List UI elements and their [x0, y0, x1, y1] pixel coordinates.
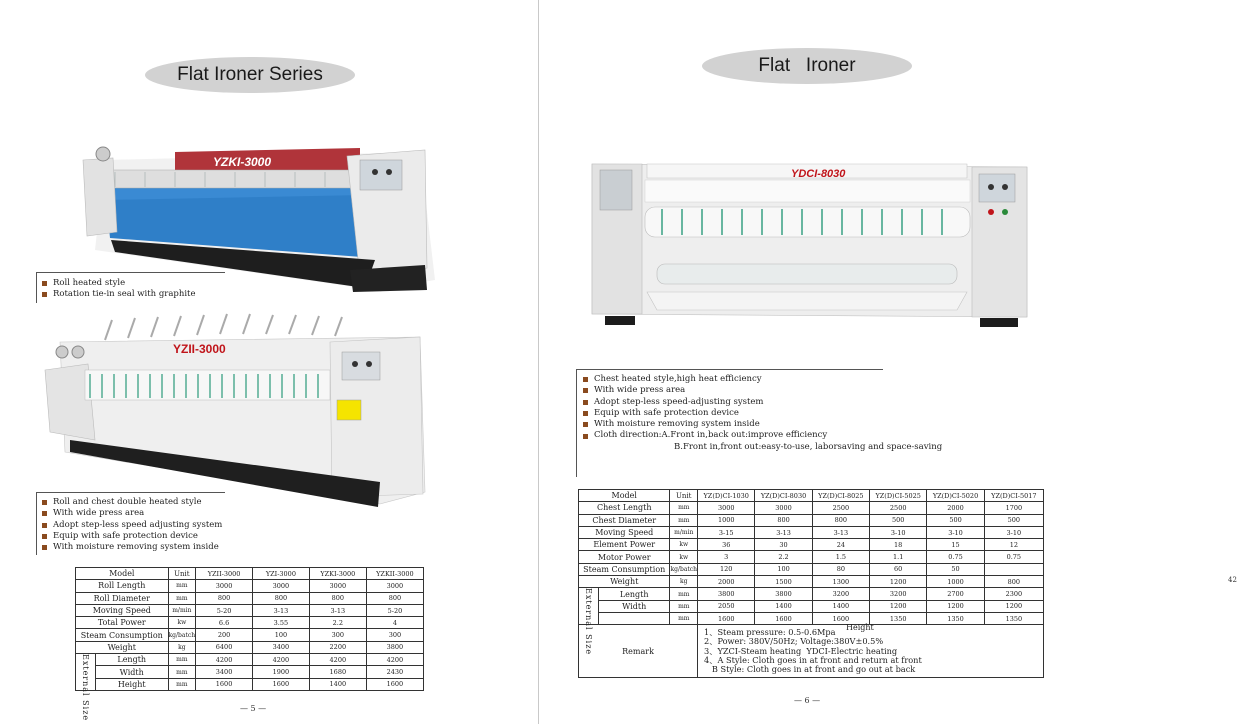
table-cell: 1300	[812, 576, 869, 588]
row-unit: mm	[670, 612, 698, 624]
table-cell: 1900	[253, 666, 310, 678]
table-cell: 500	[927, 514, 984, 526]
feature-text: Rotation tie-in seal with graphite	[53, 289, 196, 300]
row-unit: mm	[168, 592, 196, 604]
table-cell: 2000	[927, 502, 984, 514]
table-cell: 1350	[870, 612, 927, 624]
table-cell: 100	[755, 563, 812, 575]
table-cell: 1600	[698, 612, 755, 624]
table-cell: 3800	[755, 588, 812, 600]
table-row	[579, 588, 1044, 600]
table-header-cell: YZI-3000	[253, 568, 310, 580]
right-title-text: Flat Ironer	[758, 55, 856, 76]
table-header-cell: Unit	[670, 490, 698, 502]
table-row	[579, 526, 1044, 538]
row-unit: mm	[168, 678, 196, 690]
right-spec-table	[578, 489, 1044, 678]
table-row	[579, 551, 1044, 563]
table-cell: 1700	[984, 502, 1043, 514]
table-cell: 1200	[927, 600, 984, 612]
table-cell: 80	[812, 563, 869, 575]
row-label: Length	[95, 654, 168, 666]
table-cell: 30	[755, 539, 812, 551]
table-row	[76, 629, 424, 641]
table-cell: 3-13	[812, 526, 869, 538]
table-cell: 2500	[870, 502, 927, 514]
left-title-text: Flat Ironer Series	[177, 64, 323, 85]
table-row	[579, 612, 1044, 624]
row-unit: m/min	[670, 526, 698, 538]
row-label: Length	[598, 588, 670, 600]
row-unit: mm	[168, 580, 196, 592]
table-cell: 1600	[253, 678, 310, 690]
table-cell: 800	[366, 592, 423, 604]
table-header-cell: YZII-3000	[196, 568, 253, 580]
row-unit: kw	[670, 539, 698, 551]
table-cell: 15	[927, 539, 984, 551]
table-cell: 2.2	[755, 551, 812, 563]
table-row	[579, 563, 1044, 575]
table-cell: 24	[812, 539, 869, 551]
table-cell: 1400	[812, 600, 869, 612]
table-header-cell: YZ(D)CI-8025	[812, 490, 869, 502]
external-size-label: External Size	[579, 588, 599, 625]
page-number-right: — 6 —	[794, 696, 821, 705]
row-label: Steam Consumption	[579, 563, 670, 575]
row-unit: kg/batch	[168, 629, 196, 641]
row-label: Motor Power	[579, 551, 670, 563]
bullet-icon	[42, 534, 47, 539]
table-cell: 800	[253, 592, 310, 604]
table-cell: 1680	[309, 666, 366, 678]
table-cell: 0.75	[984, 551, 1043, 563]
row-label: Moving Speed	[579, 526, 670, 538]
feature-item	[42, 531, 222, 542]
table-cell: 3-13	[755, 526, 812, 538]
table-cell: 800	[984, 576, 1043, 588]
bullet-icon	[42, 281, 47, 286]
table-cell: 60	[870, 563, 927, 575]
table-cell: 3400	[196, 666, 253, 678]
feature-text: With wide press area	[53, 508, 145, 519]
table-cell: 3800	[366, 641, 423, 653]
table-cell: 800	[812, 514, 869, 526]
table-cell: 0.75	[927, 551, 984, 563]
row-label: Weight	[579, 576, 670, 588]
table-row	[76, 592, 424, 604]
row-unit: mm	[168, 654, 196, 666]
table-cell: 6.6	[196, 617, 253, 629]
outside-area	[1076, 0, 1238, 724]
table-header-cell: YZKII-3000	[366, 568, 423, 580]
table-cell: 2000	[698, 576, 755, 588]
table-row	[76, 617, 424, 629]
table-cell: 1200	[870, 600, 927, 612]
table-cell: 3000	[366, 580, 423, 592]
machine-image-ydci	[587, 152, 1032, 330]
table-cell: 1400	[309, 678, 366, 690]
table-cell: 1200	[984, 600, 1043, 612]
table-cell: 500	[984, 514, 1043, 526]
table-cell: 1600	[196, 678, 253, 690]
table-cell: 5-20	[196, 604, 253, 616]
table-row	[579, 539, 1044, 551]
remark-text	[698, 625, 1044, 678]
table-cell: 5-20	[366, 604, 423, 616]
table-cell: 2700	[927, 588, 984, 600]
table-cell: 1600	[755, 612, 812, 624]
row-label: Chest Length	[579, 502, 670, 514]
features2-list	[42, 497, 222, 553]
bullet-icon	[583, 400, 588, 405]
row-unit: mm	[168, 666, 196, 678]
table-row	[76, 641, 424, 653]
table-cell: 4200	[309, 654, 366, 666]
row-unit: m/min	[168, 604, 196, 616]
table-header-cell: Unit	[168, 568, 196, 580]
table-cell: 3000	[698, 502, 755, 514]
table-cell: 3-13	[309, 604, 366, 616]
table-cell: 120	[698, 563, 755, 575]
feature-text: Roll heated style	[53, 278, 126, 288]
feature-item	[42, 278, 195, 289]
feature-text: B.Front in,front out:easy-to-use, laborsaving and space-saving	[674, 441, 943, 452]
table-cell: 3	[698, 551, 755, 563]
bullet-icon	[42, 292, 47, 297]
bullet-icon	[583, 377, 588, 382]
row-label: Width	[95, 666, 168, 678]
left-title	[145, 57, 355, 93]
features1-list	[42, 278, 195, 301]
table-cell: 3000	[309, 580, 366, 592]
row-label: Roll Length	[76, 580, 169, 592]
row-label: Height	[95, 678, 168, 690]
feature-item	[42, 520, 222, 531]
page-number-left: — 5 —	[240, 704, 267, 713]
table-cell: 1400	[755, 600, 812, 612]
feature-text: Adopt step-less speed adjusting system	[53, 519, 223, 530]
row-label: Element Power	[579, 539, 670, 551]
table-header-cell: YZ(D)CI-5020	[927, 490, 984, 502]
table-row	[76, 604, 424, 616]
bullet-icon	[583, 422, 588, 427]
table-header-cell: Model	[579, 490, 670, 502]
bullet-icon	[583, 434, 588, 439]
feature-text: Chest heated style,high heat efficiency	[594, 374, 762, 384]
row-label: Weight	[76, 641, 169, 653]
table-cell: 18	[870, 539, 927, 551]
bullet-icon	[42, 500, 47, 505]
bullet-icon	[42, 523, 47, 528]
row-unit: kw	[168, 617, 196, 629]
table-cell: 3000	[253, 580, 310, 592]
table-header-cell: YZ(D)CI-5025	[870, 490, 927, 502]
table-cell: 1500	[755, 576, 812, 588]
table-cell	[984, 563, 1043, 575]
table-header-row	[76, 568, 424, 580]
table-cell: 3000	[755, 502, 812, 514]
feature-text: Equip with safe protection device	[53, 530, 198, 541]
table-cell: 3-10	[984, 526, 1043, 538]
feature-text: With moisture removing system inside	[53, 542, 219, 553]
table-cell: 3800	[698, 588, 755, 600]
table-cell: 12	[984, 539, 1043, 551]
machine1-label: YZKI-3000	[213, 155, 272, 169]
remark-line: 2、Power: 380V/50Hz; Voltage:380V±0.5%	[704, 636, 884, 647]
table-cell: 500	[870, 514, 927, 526]
feature-text: With wide press area	[594, 385, 686, 396]
table-row	[76, 580, 424, 592]
table-row	[579, 576, 1044, 588]
table-cell: 3-13	[253, 604, 310, 616]
table-cell: 4200	[366, 654, 423, 666]
external-size-label: External Size	[76, 654, 96, 691]
table-cell: 2500	[812, 502, 869, 514]
table-cell: 4	[366, 617, 423, 629]
table-cell: 2430	[366, 666, 423, 678]
table-cell: 50	[927, 563, 984, 575]
height-label: Height	[846, 623, 874, 632]
table-header-cell: YZ(D)CI-8030	[755, 490, 812, 502]
row-unit: mm	[670, 588, 698, 600]
row-label: Chest Diameter	[579, 514, 670, 526]
table-cell: 4200	[253, 654, 310, 666]
right-title	[702, 48, 912, 84]
table-cell: 300	[309, 629, 366, 641]
row-label: Moving Speed	[76, 604, 169, 616]
table-cell: 3400	[253, 641, 310, 653]
row-unit: kg/batch	[670, 563, 698, 575]
table-cell: 1350	[927, 612, 984, 624]
table-cell: 3-10	[870, 526, 927, 538]
feature-item	[42, 497, 222, 508]
remark-line: 4、A Style: Cloth goes in at front and return at front	[704, 654, 922, 665]
table-cell: 1000	[927, 576, 984, 588]
table-row	[579, 514, 1044, 526]
feature-item	[583, 419, 942, 430]
table-cell: 4200	[196, 654, 253, 666]
table-cell: 1600	[366, 678, 423, 690]
feature-item	[583, 430, 942, 441]
table-cell: 1.1	[870, 551, 927, 563]
feature-text: Equip with safe protection device	[594, 407, 739, 418]
table-cell: 3-15	[698, 526, 755, 538]
feature-text: With moisture removing system inside	[594, 419, 760, 430]
table-row	[76, 654, 424, 666]
remark-label: Remark	[579, 625, 698, 678]
table-row	[76, 666, 424, 678]
row-label: Total Power	[76, 617, 169, 629]
table-header-cell: Model	[76, 568, 169, 580]
side-number: 42	[1228, 576, 1237, 584]
table-row	[76, 678, 424, 690]
table-header-row	[579, 490, 1044, 502]
machine-label: YDCI-8030	[791, 168, 846, 180]
feature-text: Adopt step-less speed-adjusting system	[594, 396, 764, 407]
feature-item	[583, 397, 942, 408]
features-list	[583, 374, 942, 453]
bullet-icon	[42, 545, 47, 550]
table-header-cell: YZKI-3000	[309, 568, 366, 580]
table-row	[579, 502, 1044, 514]
feature-item	[42, 508, 222, 519]
right-page	[538, 0, 1078, 724]
table-cell: 3200	[812, 588, 869, 600]
table-row	[579, 600, 1044, 612]
table-cell: 100	[253, 629, 310, 641]
remark-line: 1、Steam pressure: 0.5-0.6Mpa	[704, 627, 836, 638]
feature-item	[583, 374, 942, 385]
table-cell: 2300	[984, 588, 1043, 600]
row-unit: kw	[670, 551, 698, 563]
bullet-icon	[42, 511, 47, 516]
machine2-label: YZII-3000	[173, 342, 226, 356]
row-unit: mm	[670, 502, 698, 514]
row-label: Steam Consumption	[76, 629, 169, 641]
feature-item	[583, 408, 942, 419]
table-cell: 1.5	[812, 551, 869, 563]
table-cell: 800	[196, 592, 253, 604]
table-cell: 3.55	[253, 617, 310, 629]
table-cell: 300	[366, 629, 423, 641]
machine-image-yzii	[40, 312, 432, 507]
table-header-cell: YZ(D)CI-5017	[984, 490, 1043, 502]
table-cell: 3-10	[927, 526, 984, 538]
table-cell: 36	[698, 539, 755, 551]
feature-item	[42, 542, 222, 553]
table-cell: 6400	[196, 641, 253, 653]
table-cell: 3000	[196, 580, 253, 592]
left-spec-table	[75, 567, 424, 722]
table-cell: 200	[196, 629, 253, 641]
table-cell: 800	[755, 514, 812, 526]
row-unit: kg	[168, 641, 196, 653]
remark-line: B Style: Cloth goes in at front and go out at back	[704, 664, 916, 675]
row-label	[598, 612, 670, 624]
row-label: Width	[598, 600, 670, 612]
feature-item	[42, 289, 195, 300]
feature-text: Cloth direction:A.Front in,back out:improve efficiency	[594, 430, 828, 441]
feature-item-continuation	[583, 442, 942, 453]
table-header-cell: YZ(D)CI-1030	[698, 490, 755, 502]
table-cell: 1200	[870, 576, 927, 588]
table-cell: 1350	[984, 612, 1043, 624]
remark-line: 3、YZCI-Steam heating YDCI-Electric heating	[704, 645, 898, 656]
feature-item	[583, 385, 942, 396]
table-cell: 1600	[812, 612, 869, 624]
row-unit: mm	[670, 600, 698, 612]
feature-text: Roll and chest double heated style	[53, 497, 202, 507]
table-cell: 2050	[698, 600, 755, 612]
table-cell: 2.2	[309, 617, 366, 629]
bullet-icon	[583, 411, 588, 416]
table-cell: 3200	[870, 588, 927, 600]
row-unit: kg	[670, 576, 698, 588]
table-cell: 800	[309, 592, 366, 604]
table-cell: 1000	[698, 514, 755, 526]
table-cell: 2200	[309, 641, 366, 653]
bullet-icon	[583, 388, 588, 393]
remark-row	[579, 625, 1044, 678]
left-page	[0, 0, 538, 724]
row-unit: mm	[670, 514, 698, 526]
row-label: Roll Diameter	[76, 592, 169, 604]
